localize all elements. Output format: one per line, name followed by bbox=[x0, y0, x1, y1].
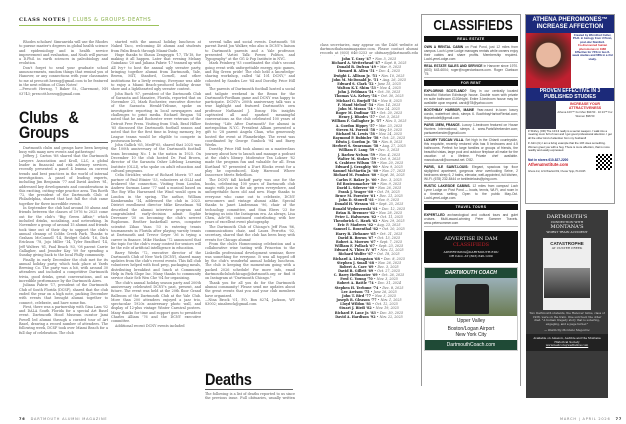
separator: • bbox=[372, 252, 377, 257]
death-date: Nov. 5, 2025 bbox=[385, 119, 407, 124]
separator: • bbox=[381, 119, 386, 124]
death-date: Oct. 12, 2025 bbox=[375, 302, 398, 307]
death-date: Nov. 9, 2025 bbox=[381, 165, 403, 170]
separator: • bbox=[378, 227, 383, 232]
death-name: John T. Gray '47 bbox=[341, 57, 372, 61]
death-date: Nov. 26, 2025 bbox=[378, 260, 402, 265]
death-date: Dec. 8, 2025 bbox=[383, 256, 405, 261]
death-name: Richard Wolfer '67 bbox=[338, 252, 373, 257]
separator: • bbox=[375, 314, 380, 319]
separator: • bbox=[378, 169, 383, 174]
separator: • bbox=[370, 293, 375, 298]
death-name: Henry J. Rhodes '57 bbox=[338, 115, 375, 120]
death-name: David L. Sdrever '60 bbox=[336, 185, 375, 190]
death-date: Mar. 23, 2025 bbox=[378, 123, 403, 128]
death-date: Nov. 3, 2025 bbox=[374, 293, 396, 298]
paragraph: In September the club had around 50 alums and friends between the classes of 1976 to 2025 come out for the club's "Big Green Affair," which included drinks, socializing, and networking. In November a group of around 15 alumni and friends took time out of their day to support the club's annual cleanup of Cobbs Creek Park. Thanks to Graham McConnell '14, Bridget Galek '16, Dick Erickson '78, Jojo Miller '14, Tyler Bradford '14, Jeff Walters '81, Paul Beach '83, '08 parent Carrie Gallagher, and Jennifer Kay '09 for spending a Sunday giving back to the local Philly community. bbox=[19, 206, 108, 258]
death-date: Nov. 24, 2025 bbox=[378, 131, 402, 136]
death-name: Thomas V.A. Kelsey '54 bbox=[334, 94, 377, 99]
separator: • bbox=[376, 298, 381, 303]
column-2 bbox=[111, 40, 201, 328]
separator: • bbox=[374, 69, 379, 74]
separator: • bbox=[376, 181, 381, 186]
separator: • bbox=[377, 73, 382, 78]
separator: • bbox=[375, 310, 380, 315]
death-name: Walton K.T. Shim '53 bbox=[337, 86, 376, 91]
death-date: Nov. 14, 2025 bbox=[377, 102, 401, 107]
separator: • bbox=[376, 248, 381, 253]
page-footer-right: MARCH | APRIL 2026 77 bbox=[560, 417, 623, 421]
death-date: Sept. 7, 2025 bbox=[379, 239, 403, 244]
signature: —Nina Brock '01, P.O. Box 8274, Jackson, WY 83002; ninabrock@gmail.com bbox=[205, 297, 295, 307]
death-date: Nov. 27, 2025 bbox=[382, 169, 406, 174]
classified-section-heading: FOR RENT bbox=[424, 80, 518, 86]
separator: • bbox=[372, 277, 377, 282]
deaths-heading: Deaths bbox=[205, 370, 252, 389]
separator: • bbox=[373, 81, 378, 86]
separator: • bbox=[375, 156, 380, 161]
separator: • bbox=[373, 102, 378, 107]
separator: • bbox=[373, 90, 378, 95]
separator: • bbox=[375, 65, 380, 70]
separator: • bbox=[372, 106, 377, 111]
qr-code-icon bbox=[596, 154, 612, 170]
heading-rule bbox=[19, 142, 108, 143]
separator: • bbox=[377, 219, 382, 224]
death-date: Nov. 20, 2025 bbox=[380, 160, 404, 165]
death-date: June 15, 2025 bbox=[377, 81, 401, 86]
death-date: Oct. 26, 2025 bbox=[381, 273, 405, 278]
death-name: Brian R. Bremser '62 bbox=[335, 210, 375, 215]
separator: • bbox=[374, 202, 379, 207]
death-name: Robert A. Battle '74 bbox=[337, 281, 374, 286]
death-date: Dec. 3, 2025 bbox=[380, 177, 402, 182]
separator: • bbox=[373, 223, 378, 228]
death-date: Aug. 27, 2025 bbox=[382, 144, 406, 149]
separator: • bbox=[374, 260, 379, 265]
paragraph: Finally, in early December the club met for its annual holiday party, which took place at Yards Brewing Co. The party was a hit, with around 30 attendees and included a competitive Dartmouth trivia, good drinks, great conversations, and an incredible performance by the Dartmouth Aires. bbox=[19, 257, 108, 284]
listing-text: Stay in our centrally located beautiful Victorian Edinburgh house. Double room with private en suite bathroom £100/night. Entire 3-bedroom house may be available upon request. carol@78@yahoo.com bbox=[424, 89, 518, 105]
death-name: Edwin J. Gordon Jr. '58 bbox=[335, 140, 378, 145]
death-name: William F. Lang '59 bbox=[338, 148, 375, 153]
death-date: Nov. 8, 2025 bbox=[381, 140, 403, 145]
column-1 bbox=[19, 40, 108, 335]
coach-bus-image bbox=[425, 278, 517, 316]
death-date: Dec. 31, 2024 bbox=[377, 281, 401, 286]
classified-listing bbox=[424, 183, 518, 202]
separator: • bbox=[374, 123, 379, 128]
listing-text: Year-round in-town luxury condo, waterfront deck, sleeps 6. BoothbayHarborRental.com; tbcpartodell@gmail.com bbox=[424, 108, 519, 120]
death-name: Stephen J. Small '68 bbox=[336, 260, 375, 265]
death-name: Samuel McMartin Jr. '60 bbox=[332, 169, 379, 174]
death-name: Walter M. Stokes '59 bbox=[337, 156, 376, 161]
paragraph: Barry Weeks '72, executive director of the Dartmouth Club of New York (DCNY), shared many updates from the club's recent events. This fall club volunteers helped with food prep, packaging meals, distributing breakfast and lunch at Community Help in Park Slope Inc. Many thanks to community service chair Seb Wen Che '04 for organizing. bbox=[111, 250, 201, 281]
classified-listing bbox=[424, 107, 518, 122]
death-name: Robert A. Morrow '67 bbox=[335, 239, 376, 244]
death-date: Sept. 25, 2025 bbox=[378, 202, 404, 207]
column-3 bbox=[205, 40, 295, 306]
death-name: Robert A. Cave '69 bbox=[339, 264, 374, 269]
death-date: Dec. 21, 2025 bbox=[379, 194, 403, 199]
advertise-ad[interactable]: ADVERTISE IN DAM CLASSIFIEDS ADVERTISING@DARTMOUTH.EDU OR CALL AT (603) 646-1209 bbox=[424, 231, 518, 263]
separator: • bbox=[373, 264, 378, 269]
death-date: Nov. 29, 2025 bbox=[381, 219, 405, 224]
paragraph: Mark Feinberg '93 coordinated the club's second going event with unforgettable energy, epic games, and Big Green pride! The club held a knowledge-sharing workshop, called "AI 101 DCNY," and cohosted by Sandra Lee '84 and Dorothy Price Hill '88. bbox=[205, 61, 295, 87]
death-name: Howard B. Allen '51 bbox=[337, 69, 375, 74]
death-name: Lee Arrison '75 bbox=[341, 289, 370, 294]
separator: • bbox=[371, 306, 376, 311]
paragraph: Jeffrey J. Carton '88 shared that the Dartmouth Lawyers Association and Kroll, LLC, a global leader in financial and risk advisory services, recently presented a panel 4 lemma on current trends and best practices in the world of internal investigations. A panel of leading experts, including Jim Benjamin '77 and David Anders '81, addressed key developments and considerations in this exciting, cutting-edge practice area. Tim Roeth '72, the president of the Dartmouth Club of Philadelphia, shared that last fall the club came together for three incredible events. bbox=[19, 154, 108, 206]
classified-listing bbox=[424, 212, 518, 227]
death-date: Oct. 11, 2025 bbox=[380, 214, 403, 219]
separator: • bbox=[378, 135, 383, 140]
death-date: Oct. 23, 2025 bbox=[382, 135, 406, 140]
death-date: Nov. 8, 2025 bbox=[380, 98, 402, 103]
listing-lead: PARIS 15EM, FRANCE. bbox=[424, 123, 461, 127]
death-name: Richard A. Livingston '68 bbox=[333, 256, 380, 261]
athena-ad[interactable]: ATHENA PHEROMONES™ INCREASE AFFECTION Created by Winnifred Cutler, Ph.D. in biology from U Penn, post-doc Stanford. Co-discovered human pheromones in 1986 Effective for 74% in two 8-week studies and 68% in a 3rd study. PROVEN EFFECTIVE IN 3 PUBLISHED STUDIES INCREASE YOUR ATTRACTIVENESS Athena 10X™ For Men $99.50 · 10:13™ For Women $98.50 ♥ Shirley (OR) The 10:13 really is a secret weapon. I walk into a meeting room full of men and I get good professional attention. I get all the other kind of attention from my husband! ♥ John (IL) I am a living example that the 10X does something. Women greet you with a hug. There is more affection, that is more readily and easily expressed. Not in stores 610-827-2200 AthenaInstitute.com Athena Inst, 1211 Braefield Rd, Chester Spgs, PA 19425 bbox=[525, 14, 615, 204]
separator: • bbox=[374, 210, 379, 215]
paragraph: Additional recent DCNY events included bbox=[115, 323, 185, 328]
separator: • bbox=[376, 98, 381, 103]
listing-lead: REAL ESTATE SALES AND SERVICE bbox=[424, 64, 483, 68]
listing-text: on Post Pond, just 12 miles from campus. Loch Lyme Lodge manages rentals while owners enjoy their cabins and share profits. Membership required. LochLymeLodge.com bbox=[424, 45, 519, 61]
death-name: David B. Gillett '69 bbox=[338, 268, 374, 273]
classifieds-title: CLASSIFIEDS bbox=[433, 17, 513, 34]
death-date: Dec. 8, 2025 bbox=[382, 285, 404, 290]
death-name: Richard M. Pombos '60 bbox=[333, 173, 377, 178]
separator: • bbox=[378, 77, 383, 82]
separator: • bbox=[378, 285, 383, 290]
death-name: John D. Stowell '61 bbox=[338, 198, 374, 203]
separator: • bbox=[371, 57, 376, 61]
death-name: John J. Feldman '54 bbox=[337, 90, 374, 95]
listing-text: in Hanover since 1970. (603) 643-6004; roger@rogerclarksons.com. Roger Clarkson '75. bbox=[424, 64, 518, 76]
death-name: Peter L. Halvorsen '62 bbox=[335, 214, 377, 219]
death-date: Nov. 26, 2025 bbox=[378, 185, 402, 190]
page-footer-left: 76 DARTMOUTH ALUMNI MAGAZINE bbox=[19, 417, 108, 421]
death-date: Nov. 28, 2025 bbox=[378, 210, 403, 215]
paragraph: From the club's Homecoming celebration and a collaborative wine tasting with Princeton to the LinkedIn professional development seminar, there was something for everyone. It was all topped off by the club's wonderful annual holiday luncheon. The club is keeping the momentum going with a packed 2026 schedule! For more info, email dartmouthclubofchicago@dartmouth.org or find it on Instagram at "Dartmouth Chicago." bbox=[205, 241, 295, 281]
heading-rule bbox=[205, 389, 293, 390]
death-name: William F. Gallagher Jr. '57 bbox=[331, 119, 382, 124]
paragraph: Juliana Fabrie '17, president of the Dartmouth Club of South Florida (DCSF), shared that the club ended the year on a high note, packing December with events that brought alumni together to connect, celebrate, and have some fun. bbox=[19, 283, 108, 305]
death-name: William F. Pollack '67 bbox=[334, 244, 375, 249]
death-name: David A. Hardison '92 bbox=[335, 314, 376, 319]
death-name: John M. Moran '54 bbox=[338, 106, 373, 111]
paragraph: Huge thanks to Shaun Zenguygis '17, Th'18, for making it all happen. Later that evening Melany Guindano '20 and Juliana Fabrie '17 teamed up with All Ivy+ to host the annual ugly sweater party, bringing together alumni from Dartmouth, Yale, Brown, MIT, Stanford, Cornell, and other institutions for a lively evening. Everyone was able to enjoy a Miami Beach-produced holiday drone show and a lighthearted ugly sweater contest. bbox=[111, 52, 201, 92]
athena-photo bbox=[526, 33, 571, 88]
death-name: Donald B. Dufrau '49 bbox=[336, 65, 376, 70]
death-date: Oct. 20, 2025 bbox=[382, 227, 405, 232]
death-name: Bruce M. Forester '61 bbox=[335, 194, 376, 199]
death-date: Dec. 30, 2025 bbox=[379, 310, 404, 315]
death-name: Richard P. Lane Jr. '83 bbox=[334, 310, 376, 315]
classified-listing bbox=[424, 137, 518, 164]
separator: • bbox=[379, 256, 384, 261]
deaths-intro-start: The following is a list of deaths reported to us since the previous issue. Full obituaries, usually written bbox=[205, 392, 295, 400]
separator: • bbox=[374, 131, 379, 136]
death-date: Dec. 3, 2025 bbox=[378, 148, 400, 153]
death-entry bbox=[320, 315, 418, 319]
death-name: Theodorick C. Hawk '62 bbox=[333, 219, 378, 224]
separator: • bbox=[376, 94, 381, 99]
death-name: Raymond P. Rubinler '58 bbox=[332, 135, 379, 140]
death-name: S. Crabtree Wilson '59 bbox=[334, 160, 377, 165]
clubs-heading: Clubs & Groups bbox=[19, 107, 79, 142]
paragraph: Dartmouth clubs and groups have been keeping busy with many new events and gatherings! bbox=[19, 145, 108, 155]
death-date: Oct. 19, 2025 bbox=[377, 190, 400, 194]
death-date: Oct. 13, 2025 bbox=[377, 235, 401, 240]
separator: • bbox=[371, 302, 376, 307]
death-name: Joseph R. Gleason '77 bbox=[336, 298, 377, 303]
listing-lead: PARIS, ILE SAINT-LOUIS: bbox=[424, 165, 469, 169]
classified-listing bbox=[424, 164, 518, 183]
separator: • bbox=[374, 244, 379, 249]
paragraph: The DCNY fall kickoff party was one for the books, celebrating 100 years of Dartmouth club magic with jazz in the air, green everywhere, and unforgettable faces old and new. Huge thanks to everyone who came out to celebrate, DCNY newcomers and vintage alumni alike. Special thanks to Janet Lindenman '96, chair of the technology committee, and Stan Ebers '23 for bringing us into the Instagram era. As always, Lisa Chen, Adv'08, continued contributing with her years of excellent event photography. bbox=[205, 177, 295, 225]
listing-lead: EXPERT-LED bbox=[424, 213, 445, 217]
classified-section-heading: REAL ESTATE bbox=[424, 36, 518, 42]
dartmouth-coach-ad[interactable]: DARTMOUTH COACH Upper Valley Boston/Logan Airport New York City DartmouthCoach.com bbox=[424, 267, 518, 351]
separator: • bbox=[373, 268, 378, 273]
death-name: Ronald Wydorzewski '61 bbox=[332, 206, 378, 211]
death-name: Edward S. Clark '52 bbox=[337, 81, 374, 86]
separator: • bbox=[378, 144, 383, 149]
death-date: Nov. 24, 2025 bbox=[376, 106, 400, 111]
death-date: Nov. 22, 2025 bbox=[379, 314, 403, 319]
separator: • bbox=[377, 206, 382, 211]
classified-listing bbox=[424, 122, 518, 137]
paragraph: First, there was a partnership with Gina Lam '02 and DALA South Florida for a special Art Basel event. Dartmouth Hood Museum curator Jami Powell led alumni through a curated tour of Art Basel, drawing a record number of attendees. The following week, DCSF took over Miami Beach for a full day of celebration. The club bbox=[19, 304, 108, 335]
death-date: Aug. 26, 2025 bbox=[382, 77, 406, 82]
header-rule bbox=[19, 25, 159, 26]
death-date: Oct. 18, 2025 bbox=[377, 252, 400, 257]
listing-text: Set high in the Chianti countryside, this exquisite, recently restored villa has 5 bedrooms and 4.5 bathrooms. Perfect for large families or groups of friends, the beautiful vistas, large pool and outdoor fireplace all make for the vacation of a lifetime. Private chef available. marcokuzzoli@comcast.net. D'82. bbox=[424, 138, 519, 162]
death-name: Richard A. Wetterhead '47 bbox=[331, 61, 381, 66]
death-date: Oct. 20, 2025 bbox=[379, 111, 403, 116]
separator: • bbox=[374, 148, 379, 153]
listing-lead: EXPLORING SCOTLAND? bbox=[424, 89, 467, 93]
separator: • bbox=[375, 86, 380, 91]
death-date: Nov. 9, 2025 bbox=[380, 181, 402, 186]
death-date: Oct. 30, 2025 bbox=[377, 90, 401, 95]
separator: • bbox=[376, 173, 381, 178]
deaths-intro: class secretaries, may appear on the DAM website at dartmouthalumnimagazine.com. Please contact alumni records at (603) 646-3253 or obituary@dartmouth.edu bbox=[320, 42, 418, 56]
separator: • bbox=[377, 273, 382, 278]
death-name: Fred C. Young '70 bbox=[340, 277, 373, 282]
paragraph: John Bach '87, president of the Dartmouth Club of Sarasota and Manatee, Florida, reported that on November 21, Mark Rochester, executive director of the Sarasota Herald-Tribune, spoke on investigative reporting in local newspapers and challenges to print media. Richard Brogan '54 noted that he and Rochester were veterans of the Detroit Free Press. Visiting from Utah, Brad Hillier '85 discussed the Dartmouth football season and noted that for the first time in living memory, Ivy League teams would be eligible to compete in postseason bowls. bbox=[111, 91, 201, 143]
death-name: Harry B. Ziebauer '65 bbox=[335, 231, 376, 236]
death-name: Frank J. Yeager '60 bbox=[338, 190, 374, 194]
death-name: David B. Brown '67 bbox=[337, 235, 374, 240]
death-date: Nov. 1, 2025 bbox=[380, 298, 402, 303]
death-date: Oct. 9, 2025 bbox=[379, 156, 401, 161]
death-date: May 19, 2025 bbox=[379, 127, 403, 132]
paragraph: Thank you for all you do for the Dartmouth alumni community! Please send me updates about the great events that you and your club members have organized. bbox=[205, 280, 295, 298]
separator: • bbox=[375, 231, 380, 236]
death-name: Samuel L. Rosenthal '62 bbox=[333, 227, 379, 232]
death-name: Richard M. Lewis '58 bbox=[336, 131, 375, 136]
paragraph: Don't forget to send your graduate school announcements, random things that remind you of Hanover, or any connections with your classmates to me at prescott.herzog@gmail.com to be featured in the next edition of Class Notes! bbox=[19, 65, 108, 87]
separator: • bbox=[376, 214, 381, 219]
classified-section-heading: TRAVEL TOURS bbox=[424, 204, 518, 210]
death-date: June 26, 2025 bbox=[373, 289, 397, 294]
death-date: Oct. 30, 2025 bbox=[380, 94, 404, 99]
death-date: Oct. 27, 2025 bbox=[377, 268, 400, 273]
death-date: Nov. 19, 2025 bbox=[375, 306, 399, 311]
classified-listing bbox=[424, 44, 518, 63]
separator: • bbox=[374, 115, 379, 120]
listing-lead: OWN A RENTAL CABIN bbox=[424, 45, 464, 49]
death-date: Dec. 3, 2025 bbox=[377, 264, 399, 269]
listing-text: archaeological and cultural tours and gulet cruises. Multi-award-winning Peter Sommer Travels. www.petersommer.com bbox=[424, 213, 518, 225]
separator: • bbox=[373, 235, 378, 240]
separator: • bbox=[377, 165, 382, 170]
death-date: Nov. 4, 2025 bbox=[379, 86, 401, 91]
separator: • bbox=[373, 281, 378, 286]
paragraph: The Dartmouth Club of Chicago's Jeff Finn '86, communications chair, and Laura Perrotta '02, secretary, shared that the club has been busy with events for Chicago alumni! bbox=[205, 224, 295, 242]
death-name: Carlos F. Baker Jr. '60 bbox=[336, 177, 377, 182]
paragraph: The parents of Dartmouth football hosted a social and tailgate weekend in the Bronx for the Dartmouth-Fordham game and DCNY was happy to participate. DCNY's 200th anniversary talk was a true highlight and featured Dartmouth's own professor Nathaniel J. Donny. His insights captivated all and sparked meaningful conversations as the club celebrated 100 years of fostering "Life After Dartmouth" for alumni in metropolitan N.Y.C. President Alliam presented a gift to '28 parent Angela Chan, who generously hosted the event at Flamebridge. The event was coordinated by George Gunlock '94 and Barry Weeks. bbox=[205, 87, 295, 148]
paragraph: John Gallick '65, MedF'65, shared that 2025 was the 100th anniversary of the Dartmouth football team becoming No. 1 in the nation in 1925. On December 10 the club hosted Dr. Paul Brown, director of the Sarasota Osher Lifelong Learning Institute (OLLI), who spoke on adult education and cultural programs. bbox=[111, 143, 201, 173]
death-date: Aug. 23, 2025 bbox=[377, 223, 401, 228]
death-name: Edward N. Thies IV '67 bbox=[334, 248, 377, 253]
death-name: Herbert S. Swarsman '58 bbox=[332, 144, 379, 149]
separator: • bbox=[373, 190, 378, 194]
death-name: Donald H. Wesson '61 bbox=[334, 202, 375, 207]
death-name: Steven M. Foresti '58 bbox=[335, 127, 376, 132]
deaths-list bbox=[320, 57, 418, 319]
death-date: Sept. 8, 2025 bbox=[384, 61, 407, 66]
separator: • bbox=[375, 111, 380, 116]
death-date: Nov. 9, 2025 bbox=[378, 198, 400, 203]
separator: • bbox=[374, 185, 379, 190]
death-date: Oct. 3, 2025 bbox=[378, 115, 400, 120]
separator: • bbox=[376, 177, 381, 182]
paragraph: Celia Strickler, widow of Richard Morris '57 and partner of Paul Etinier '53, volunteers at OLLI and brokered the connection. Visiting from London, Andrew Surman Lamr '77 said a musical based on The Boy Who Harnessed the Wind would open in London in the spring. The author, William Kamkwamba '14, addressed the club in 2023. District enrollment director Mike Kesselman '84 described the alumni interview program and congratulated early-decision admit Sophie Devenuer '30 on becoming the club's newest Ruploeum. Brother basketball news, computer scientist Zihao Yuan '33 is entering tennis tournaments in Florida after playing varsity tennis at Dartmouth and Trevor Geyer '36 is trying a career in finance. Mike Haskan '72 announced that the topic for the club's essay contest for seniors will be the role of artificial intelligence in education. bbox=[111, 173, 201, 251]
listing-lead: BOOTHBAY HARBOR, MAINE bbox=[424, 108, 475, 112]
death-name: John T. Bird '77 bbox=[342, 293, 371, 298]
classified-listing bbox=[424, 88, 518, 107]
listing-text: Elegant, spacious top floor skylighted apartment, gorgeous view overlooking Seine, 2 bedrooms sleep 6, 2 baths, elevator, well-appointed, full kitchen, Wi-Fi. (678) 232-8444 or toniiledelouis@ping.com. bbox=[424, 165, 518, 181]
separator: • bbox=[369, 289, 374, 294]
signature: —Prescott Herzog, 7 Baker St., Claremont, NH 03743; prescott.herzog@gmail.com bbox=[19, 87, 108, 96]
athena-product-image bbox=[526, 101, 556, 129]
montana-book-ad[interactable]: DARTMOUTH'S CONNECTION WITH MONTANA'S WORST TRAIN ACCIDENT CATASTROPHE AT CUSTER CREEK Two Dartmouth students, the Hanover twins, class of 1938, were on the train. One survived; the other died. "A human tragedy story that is sobering, engaging, and a page turner." — Distinctly Montana Magazine Available on Amazon, Audible and the Montana Historical Society www.bestcoreywedfellow.com bbox=[526, 210, 608, 398]
separator: • bbox=[375, 194, 380, 199]
paragraph: The club's annual holiday season party and 200th anniversary celebrated DCNY's past, present, and future. The event was held at the 20th floor Grand Ballroom of the Dartmouth Club at the Yale Club. More than 200 attendees enjoyed a jazz trio, spectacular 1920s anniversary photo wall, and display of 12-plus vintage Winter Carnival posters. Many thanks for time and support goes to president Charles Alliam '76 and the DCNY executive committee. bbox=[111, 280, 201, 324]
death-date: Dec. 12, 2025 bbox=[381, 206, 406, 211]
death-date: Nov. 4, 2025 bbox=[379, 152, 401, 157]
death-date: Sept. 30, 2025 bbox=[380, 173, 405, 178]
paragraph: Rhodes scholars! Simranvida will use the Rhodes to pursue master's degrees in global health science and epidemiology and in health service improvement and evaluation, and Noah will pursue a D.Phil. in earth sciences in paleobiology and evolution. bbox=[19, 40, 108, 66]
death-name: Stephen H. Terhune '74 bbox=[334, 285, 379, 290]
death-date: Sept. 23, 2025 bbox=[378, 244, 404, 249]
death-name: John M. McDonald Jr. '51 bbox=[332, 77, 379, 82]
death-name: Stuart J. Birdi '82 bbox=[339, 306, 372, 311]
death-name: Edward J. Geraghty '60 bbox=[335, 165, 378, 170]
death-date: Nov. 3, 2025 bbox=[376, 277, 398, 282]
paragraph: several talks and social events. Dartmouth '58 parent David Jon Walker, who also is DCNY's liaison to Dartmouth parents and a Yale professor, presented "Artist Talk: Power, Politics, and Typography" at the GG & Pop Institute in NYC. bbox=[205, 40, 295, 62]
death-date: Dec. 4, 2025 bbox=[378, 69, 401, 74]
death-name: Roger M. Dodinar '55 bbox=[335, 111, 376, 116]
death-date: Nov. 10, 2025 bbox=[381, 73, 405, 78]
death-name: Ed Rostenmacher '60 bbox=[336, 181, 377, 186]
death-name: A. Gordon Rippey '57 bbox=[335, 123, 375, 128]
listing-lead: RUSTIC LAKESIDE CABINS. bbox=[424, 184, 471, 188]
death-name: J. Barlow Nelson '59 bbox=[337, 152, 376, 157]
separator: • bbox=[375, 239, 380, 244]
book-cover: CATASTROPHE AT CUSTER CREEK bbox=[543, 238, 591, 310]
separator: • bbox=[375, 127, 380, 132]
death-date: Nov. 12, 2025 bbox=[380, 248, 404, 253]
separator: • bbox=[375, 152, 380, 157]
paragraph: Dorothy Price Hill took alumni on a masterclass journey about how to launch and manage a podcast at the club's library. Moderator Tea Lokner '82 made the program fun and valuable for all. Evan Kurtland '87 presented a D'art Blocks event for a play he coproduced, Katy Harwood Where Innocence Meets Rebellion. bbox=[205, 147, 295, 178]
separator: • bbox=[380, 61, 385, 66]
listing-text: Luxury 1-bedroom featured on House Hunters International, sleeps 4. www.ParisWeekender.com; parisweekender@gmail.com bbox=[424, 123, 518, 135]
classified-listing bbox=[424, 63, 518, 78]
death-name: C. Barry Heffmaster '69 bbox=[333, 273, 378, 278]
listing-text: 12 miles from campus! Loch Lyme Lodge on Post Pond — boats, tennis, Wi-Fi, and room in a timeless setting. Open to the public May-Oct. LochLymeLodge.com. bbox=[424, 184, 519, 200]
death-date: Mar. 9, 2025 bbox=[379, 65, 402, 70]
death-name: Lloyd Wildon '81 bbox=[340, 302, 372, 307]
death-date: Oct. 21, 2025 bbox=[379, 231, 403, 236]
paragraph: started with the annual holiday luncheon at Naked Taco, welcoming 40 alumni and students from Palm Beach through Miami-Dade. bbox=[111, 40, 201, 53]
death-name: Dwight L. Allison Jr. '51 bbox=[333, 73, 378, 78]
separator: • bbox=[377, 140, 382, 145]
classifieds-section bbox=[421, 14, 521, 386]
death-date: Nov. 5, 2025 bbox=[375, 57, 397, 61]
separator: • bbox=[373, 198, 379, 203]
death-name: Michael G. Burjoff '54 bbox=[336, 98, 377, 103]
listing-lead: LUXURY TUSCAN VILLA. bbox=[424, 138, 465, 142]
section-header: CLASS NOTES | CLUBS & GROUPS·DEATHS bbox=[19, 17, 152, 23]
death-name: Eric P. Madrees '62 bbox=[337, 223, 374, 228]
death-name: F. Maud Meloof '54 bbox=[337, 102, 374, 107]
separator: • bbox=[376, 160, 381, 165]
